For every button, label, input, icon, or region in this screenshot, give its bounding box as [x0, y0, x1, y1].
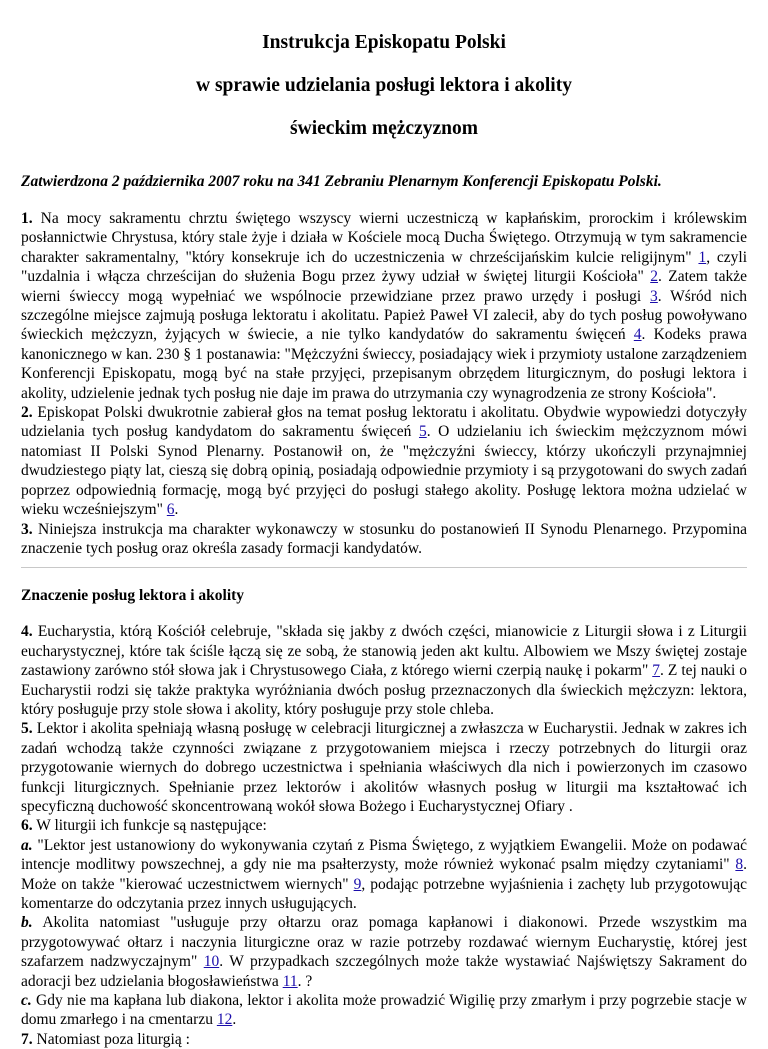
paragraph-number: 4. [21, 623, 33, 641]
section-heading: Znaczenie posług lektora i akolity [21, 587, 245, 605]
paragraph-6c [21, 991, 747, 1030]
paragraph-number: 5. [21, 720, 33, 738]
paragraph-text: Niniejsza instrukcja ma charakter wykonawczy w stosunku do postanowień II Synodu Plenarnego. Przypomina znaczenie tych posług oraz określa zasady formacji kandydatów. [21, 520, 747, 557]
footnote-link-9[interactable]: 9 [353, 875, 362, 893]
paragraph-text: . [174, 501, 179, 519]
paragraph-text: , czyli "uzdalnia i włącza chrześcijan do służenia Bogu przez żywy udział w świętej liturgii Kościoła" [21, 248, 748, 286]
paragraph-text: . Może on także "kierować uczestnictwem wiernych" [21, 856, 747, 893]
paragraph-text: Episkopat Polski dwukrotnie zabierał głos na temat posług lektoratu i akolitatu. Obydwie wypowiedzi dotyczyły udzielania tych posług kandydatom do sakramentu święceń [21, 404, 747, 441]
footnote-link-2[interactable]: 2 [650, 268, 658, 286]
paragraph-text: Gdy nie ma kapłana lub diakona, lektor i akolita może prowadzić Wigilię przy zmarłym i przy pogrzebie stacje w domu zmarłego i na cmentarzu [21, 992, 747, 1029]
paragraph-6b [21, 913, 747, 991]
paragraph-number: 7. [21, 1030, 33, 1048]
paragraph-number: 1. [21, 210, 33, 227]
paragraph-text: "Lektor jest ustanowiony do wykonywania czytań z Pisma Świętego, z wyjątkiem Ewangelii. Może on podawać intencje modlitwy powszechnej, a gdy nie ma psałterzysty, może również wykonać psalm między czytaniami" [21, 836, 747, 874]
paragraph-6 [21, 816, 747, 835]
section-divider [21, 567, 747, 568]
document-title-line-2: w sprawie udzielania posługi lektora i akolity [196, 75, 572, 96]
paragraph-6a [21, 836, 747, 914]
approval-note: Zatwierdzona 2 października 2007 roku na 341 Zebraniu Plenarnym Konferencji Episkopatu Polski. [21, 173, 662, 190]
paragraph-1 [21, 209, 747, 403]
paragraph-text: . Z tej nauki o Eucharystii rodzi się także praktyka wyróżniania dwóch posług przeznaczonych dla świeckich mężczyzn: lektora, który posługuje przy stole słowa i akolity, który posługuje przy stole chleba. [21, 662, 747, 718]
footnote-link-12[interactable]: 12 [216, 1011, 233, 1029]
paragraph-7 [21, 1030, 747, 1049]
paragraph-5 [21, 719, 747, 816]
paragraph-text: . Wśród nich szczególne miejsce zajmują posługa lektoratu i akolitatu. Papież Paweł VI zalecił, aby do tych posług powoływano świeckich mężczyzn, żyjących w świecie, a nie tylko kandydatów do sakramentu święceń [21, 287, 747, 344]
paragraph-3 [21, 520, 747, 559]
paragraph-2 [21, 403, 747, 519]
paragraph-text: . O udzielaniu ich świeckim mężczyznom mówi natomiast II Polski Synod Plenarny. Postanowił on, że "mężczyźni świeccy, którzy ukończyli przynajmniej dwudziestego piąty lat, cieszą się dobrą opinią, posiadają odpowiednie przymioty i są przygotowani do swych zadań poprzez odpowiednią formację, mogą być przyjęci do posługi stałego akolity. Posługę lektora można udzielać w wieku wcześniejszym" [21, 423, 747, 519]
footnote-link-6[interactable]: 6 [166, 501, 175, 519]
paragraph-4 [21, 622, 747, 719]
document-title-line-1: Instrukcja Episkopatu Polski [262, 32, 506, 53]
footnote-link-5[interactable]: 5 [418, 423, 427, 441]
list-label: b. [21, 914, 33, 932]
paragraph-text: . ? [297, 972, 313, 990]
paragraph-text: Lektor i akolita spełniają własną posługę w celebracji liturgicznej a zwłaszcza w Eucharystii. Jednak w zakres ich zadań wchodzą także czynności związane z przygotowaniem miejsca i rzeczy potrzebnych do liturgii oraz przygotowanie wiernych do dobrego uczestnictwa i spełniania właściwych dla nich i powierzonych im czasowo funkcji liturgicznych. Spełnianie przez lektorów i akolitów własnych posług w liturgii ma kształtować ich specyficzną duchowość skoncentrowaną wokół słowa Bożego i Eucharystycznej Ofiary . [21, 720, 747, 815]
paragraph-text: . [232, 1011, 237, 1029]
footnote-link-10[interactable]: 10 [203, 953, 220, 971]
paragraph-text: , podając potrzebne wyjaśnienia i zachęty lub przygotowując komentarze do odczytania przez innych usługujących. [21, 875, 747, 912]
footnote-link-11[interactable]: 11 [282, 972, 298, 990]
document-title-line-3: świeckim mężczyznom [290, 118, 478, 139]
paragraph-text: Na mocy sakramentu chrztu świętego wszyscy wierni uczestniczą w kapłańskim, prorockim i królewskim posłannictwie Chrystusa, który stale żyje i działa w Kościele mocą Ducha Świętego. Otrzymują w tym sakramencie charakter sakramentalny, "który konsekruje ich do uczestniczenia w chrześcijańskim kulcie religijnym" [21, 210, 747, 266]
paragraph-text: Eucharystia, którą Kościół celebruje, "składa się jakby z dwóch części, mianowicie z Liturgii słowa i z Liturgii eucharystycznej, które tak ściśle łączą się ze sobą, że stanowią jeden akt kultu. Albowiem we Mszy świętej zostaje zastawiony zarówno stół słowa jak i Chrystusowego Ciała, z którego wierni czerpią naukę i pokarm" [21, 623, 747, 680]
paragraph-text: . Kodeks prawa kanonicznego w kan. 230 § 1 postanawia: "Mężczyźni świeccy, posiadający wiek i przymioty ustalone zarządzeniem Konferencji Episkopatu, mogą być na stałe przyjęci, przepisanym obrzędem liturgicznym, do posługi lektora i akolity, udzielenie jednak tych posług nie daje im prawa do utrzymania czy wynagrodzenia ze strony Kościoła". [21, 326, 747, 402]
paragraph-text: . W przypadkach szczególnych może także wystawiać Najświętszy Sakrament do adoracji bez udzielania błogosławieństwa [21, 953, 747, 990]
footnote-link-3[interactable]: 3 [650, 287, 658, 305]
footnote-link-8[interactable]: 8 [735, 856, 744, 874]
footnote-link-4[interactable]: 4 [633, 326, 642, 344]
footnote-link-7[interactable]: 7 [652, 662, 661, 680]
paragraph-number: 2. [21, 404, 33, 422]
footnote-link-1[interactable]: 1 [698, 248, 707, 266]
paragraph-text: Natomiast poza liturgią : [32, 1030, 190, 1048]
paragraph-text: W liturgii ich funkcje są następujące: [32, 817, 267, 835]
paragraph-text: Akolita natomiast "usługuje przy ołtarzu oraz pomaga kapłanowi i diakonowi. Przede wszystkim ma przygotowywać ołtarz i naczynia liturgiczne oraz w razie potrzeby rozdawać wiernym Eucharystię, której jest szafarzem nadzwyczajnym" [21, 914, 747, 971]
paragraph-text: . Zatem także wierni świeccy mogą wypełniać we wspólnocie przewidziane przez prawo urzędy i posługi [21, 268, 747, 305]
paragraph-number: 6. [21, 817, 33, 835]
paragraph-number: 3. [21, 520, 33, 538]
list-label: c. [21, 992, 32, 1010]
list-label: a. [21, 836, 33, 854]
